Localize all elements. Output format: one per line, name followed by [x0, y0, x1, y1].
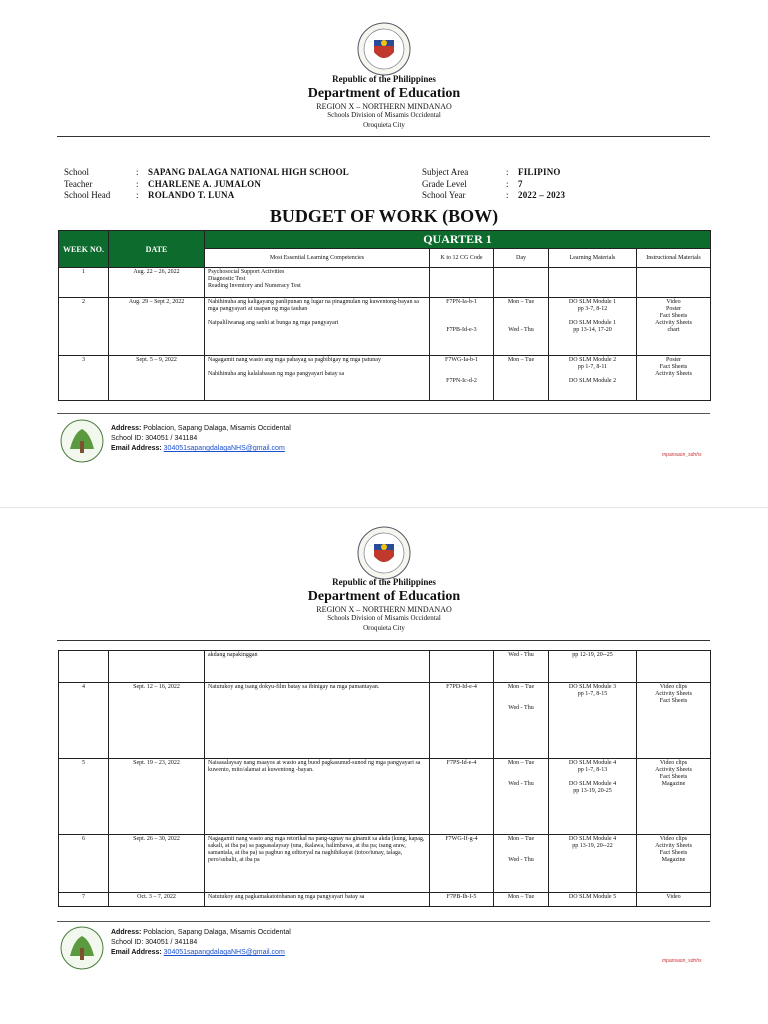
- learning-materials-cell: pp 12-19, 20--25: [549, 651, 637, 683]
- email-label: Email Address:: [111, 949, 162, 956]
- learning-materials-cell: DO SLM Module 2 pp 1-7, 8-11 DO SLM Module 2: [549, 356, 637, 401]
- date-cell: [109, 651, 205, 683]
- cg-code-cell: F7WG-If-g-4: [430, 835, 494, 893]
- date-cell: Sept. 19 – 23, 2022: [109, 759, 205, 835]
- date-cell: Sept. 5 – 9, 2022: [109, 356, 205, 401]
- email-link[interactable]: 304051sapangdalagaNHS@gmail.com: [163, 445, 285, 452]
- colon: :: [136, 178, 139, 189]
- cg-code-cell: [430, 268, 494, 298]
- learning-materials-header: Learning Materials: [549, 249, 637, 268]
- address-value: Poblacion, Sapang Dalaga, Misamis Occidental: [143, 929, 291, 936]
- city-heading: Oroquieta City: [363, 624, 405, 632]
- table-row: [59, 759, 711, 835]
- school-logo-icon: [60, 419, 104, 463]
- learning-materials-cell: DO SLM Module 4 pp 1-7, 8-13 DO SLM Module 4 pp 13-19, 20-25: [549, 759, 637, 835]
- competency-cell: Nagagamit nang wasto ang mga retorikal na pang-ugnay na ginamit sa akda (kung, kapag, sakali, at iba pa) sa pagsasalaysay (una, ikalawa, halimbawa, at iba pa; isang araw, samantala, at iba pa) sa pagbuo ng editoryal na naghihikayat (totoo/tunay, talaga, pero/subalit, at iba pa: [205, 835, 430, 893]
- competency-cell: Natutukoy ang pagkamakatotohanan ng mga pangyayari batay sa: [205, 893, 430, 907]
- grade-label: Grade Level: [422, 178, 467, 189]
- header-divider: [57, 640, 710, 641]
- instructional-materials-cell: Video clips Activity Sheets Fact Sheets Magazine: [637, 835, 711, 893]
- competency-cell: Nahihinuha ang kaligayang panlipunan ng lugar na pinagmulan ng kuwentong-bayan sa mga pangyayari at usapan ng mga tauhan Naipaliliwanag ang sanhi at bunga ng mga pangyayari: [205, 298, 430, 356]
- address-label: Address:: [111, 425, 142, 432]
- table-row: [59, 356, 711, 401]
- document-page-1: [0, 0, 768, 507]
- week-cell: 6: [59, 835, 109, 893]
- date-cell: Sept. 12 – 16, 2022: [109, 683, 205, 759]
- week-cell: 3: [59, 356, 109, 401]
- address-value: Poblacion, Sapang Dalaga, Misamis Occidental: [143, 425, 291, 432]
- date-cell: Aug. 22 – 26, 2022: [109, 268, 205, 298]
- table-row: [59, 651, 711, 683]
- city-heading: Oroquieta City: [363, 121, 405, 129]
- region-heading: REGION X – NORTHERN MINDANAO: [316, 102, 452, 111]
- school-head-value: ROLANDO T. LUNA: [148, 190, 235, 200]
- teacher-value: CHARLENE A. JUMALON: [148, 178, 262, 189]
- date-cell: Sept. 26 – 30, 2022: [109, 835, 205, 893]
- header-divider: [57, 136, 710, 137]
- division-heading: Schools Division of Misamis Occidental: [327, 614, 441, 622]
- bow-table-page-2: [58, 650, 711, 907]
- division-heading: Schools Division of Misamis Occidental: [327, 111, 441, 119]
- cg-code-cell: [430, 651, 494, 683]
- footer-info: [111, 928, 291, 958]
- colon: :: [506, 167, 509, 177]
- bow-title: BUDGET OF WORK (BOW): [269, 206, 499, 226]
- year-label: School Year: [422, 190, 466, 200]
- instructional-materials-cell: [637, 268, 711, 298]
- table-row: [59, 268, 711, 298]
- week-no-header: WEEK NO.: [59, 231, 109, 268]
- instructional-materials-cell: Poster Fact Sheets Activity Sheets: [637, 356, 711, 401]
- colon: :: [506, 190, 509, 200]
- footer-divider: [57, 921, 710, 922]
- school-logo-icon: [60, 926, 104, 970]
- table-row: [59, 683, 711, 759]
- learning-materials-cell: DO SLM Module 4 pp 13-19, 20--22: [549, 835, 637, 893]
- cg-code-cell: F7PS-Id-e-4: [430, 759, 494, 835]
- school-label: School: [64, 167, 90, 177]
- date-cell: Oct. 3 – 7, 2022: [109, 893, 205, 907]
- day-cell: Mon – Tue: [494, 356, 549, 401]
- department-heading: Department of Education: [307, 86, 461, 101]
- learning-materials-cell: DO SLM Module 1 pp 3-7, 8-12 DO SLM Module 1 pp 13-14, 17-20: [549, 298, 637, 356]
- learning-materials-cell: DO SLM Module 3 pp 1-7, 8-15: [549, 683, 637, 759]
- subject-value: FILIPINO: [518, 167, 561, 177]
- colon: :: [506, 178, 509, 189]
- instructional-materials-cell: Video clips Activity Sheets Fact Sheets: [637, 683, 711, 759]
- week-cell: [59, 651, 109, 683]
- department-heading: Department of Education: [307, 589, 461, 604]
- day-cell: Mon – Tue Wed - Thu: [494, 759, 549, 835]
- quarter-header: QUARTER 1: [205, 231, 711, 249]
- day-cell: Mon – Tue Wed - Thu: [494, 298, 549, 356]
- competency-cell: Natutukoy ang isang dokyu-film batay sa ibinigay na mga pamantayan.: [205, 683, 430, 759]
- week-cell: 1: [59, 268, 109, 298]
- cg-code-cell: F7PB-Ih-I-5: [430, 893, 494, 907]
- deped-seal-icon: [357, 526, 411, 580]
- subject-label: Subject Area: [422, 167, 469, 177]
- watermark-text: mpansaon_sdnhs: [662, 958, 702, 964]
- instructional-materials-cell: Video clips Activity Sheets Fact Sheets Magazine: [637, 759, 711, 835]
- competency-cell: akdang napakinggan: [205, 651, 430, 683]
- email-link[interactable]: 304051sapangdalagaNHS@gmail.com: [163, 949, 285, 956]
- school-value: SAPANG DALAGA NATIONAL HIGH SCHOOL: [148, 167, 349, 177]
- year-value: 2022 – 2023: [518, 190, 566, 200]
- region-heading: REGION X – NORTHERN MINDANAO: [316, 605, 452, 614]
- instructional-materials-cell: [637, 651, 711, 683]
- school-head-label: School Head: [64, 190, 111, 200]
- cg-code-cell: F7PN-Ia-b-1 F7PB-Id-e-3: [430, 298, 494, 356]
- week-cell: 2: [59, 298, 109, 356]
- cg-code-header: K to 12 CG Code: [430, 249, 494, 268]
- week-cell: 7: [59, 893, 109, 907]
- day-cell: Wed - Thu: [494, 651, 549, 683]
- address-label: Address:: [111, 929, 142, 936]
- cg-code-cell: F7PD-Id-e-4: [430, 683, 494, 759]
- colon: :: [136, 167, 139, 177]
- learning-materials-cell: DO SLM Module 5: [549, 893, 637, 907]
- school-id-label: School ID:: [111, 435, 144, 442]
- republic-heading: Republic of the Philippines: [332, 577, 436, 587]
- date-cell: Aug. 29 – Sept 2, 2022: [109, 298, 205, 356]
- school-info-right: [422, 167, 565, 202]
- competency-cell: Naisasalaysay nang maayos at wasto ang buod pagkasunud-sunod ng mga pangyayari sa kuwento, mito/alamat at kuwentong -bayan.: [205, 759, 430, 835]
- school-id-value: 304051 / 341184: [145, 435, 198, 442]
- day-cell: Mon – Tue: [494, 893, 549, 907]
- date-header: DATE: [109, 231, 205, 268]
- table-row: [59, 893, 711, 907]
- table-row: [59, 298, 711, 356]
- grade-value: 7: [518, 178, 523, 189]
- footer-divider: [57, 413, 710, 414]
- instructional-materials-cell: Video: [637, 893, 711, 907]
- day-cell: [494, 268, 549, 298]
- day-cell: Mon – Tue Wed - Thu: [494, 683, 549, 759]
- watermark-text: mpansaon_sdnhs: [662, 452, 702, 458]
- instructional-materials-header: Instructional Materials: [637, 249, 711, 268]
- school-id-label: School ID:: [111, 939, 144, 946]
- week-cell: 4: [59, 683, 109, 759]
- table-row: [59, 835, 711, 893]
- instructional-materials-cell: Video Poster Fact Sheets Activity Sheets chart: [637, 298, 711, 356]
- deped-seal-icon: [357, 22, 411, 76]
- competency-header: Most Essential Learning Competencies: [205, 249, 430, 268]
- competency-cell: Nagagamit nang wasto ang mga pahayag sa pagbibigay ng mga patunay Nahihinuha ang kalalabasan ng mga pangyayari batay sa: [205, 356, 430, 401]
- competency-cell: Psychosocial Support Activities Diagnostic Test Reading Inventory and Numeracy Test: [205, 268, 430, 298]
- teacher-label: Teacher: [64, 178, 93, 189]
- learning-materials-cell: [549, 268, 637, 298]
- cg-code-cell: F7WG-Ia-b-1 F7PN-Ic-d-2: [430, 356, 494, 401]
- bow-table-page-1: [58, 230, 711, 401]
- school-info-left: [64, 167, 349, 202]
- school-id-value: 304051 / 341184: [145, 939, 198, 946]
- colon: :: [136, 190, 139, 200]
- email-label: Email Address:: [111, 445, 162, 452]
- day-cell: Mon – Tue Wed - Thu: [494, 835, 549, 893]
- republic-heading: Republic of the Philippines: [332, 74, 436, 84]
- document-page-2: [0, 507, 768, 1015]
- week-cell: 5: [59, 759, 109, 835]
- footer-info: [111, 424, 291, 454]
- day-header: Day: [494, 249, 549, 268]
